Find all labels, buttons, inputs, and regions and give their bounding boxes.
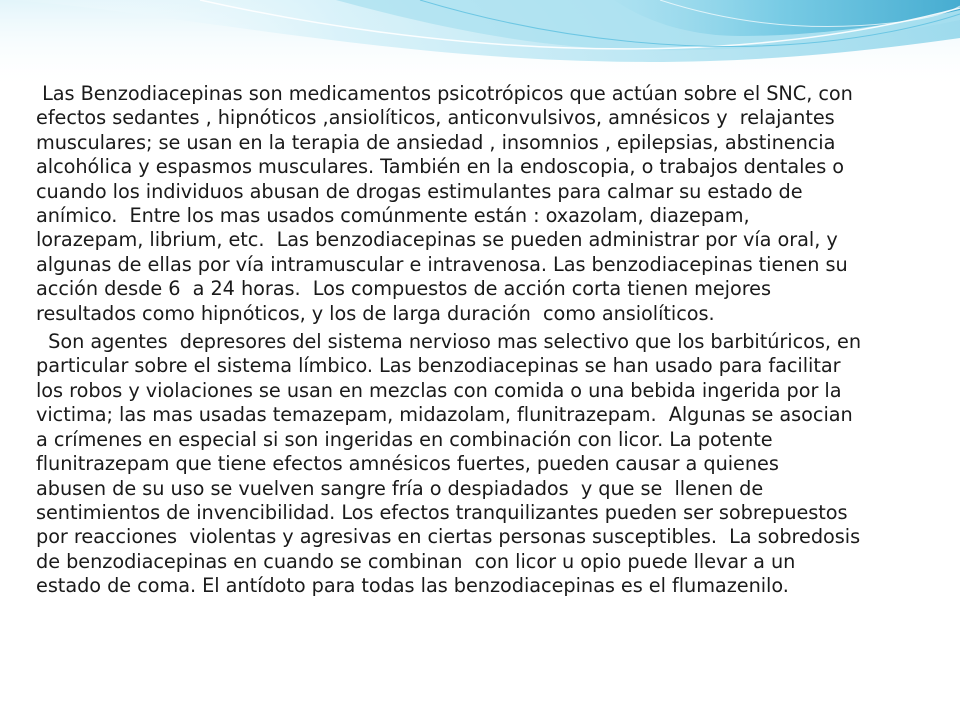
body-text <box>36 82 932 599</box>
text-line: por reacciones violentas y agresivas en ciertas personas susceptibles. La sobredosis <box>36 525 861 549</box>
text-line: musculares; se usan en la terapia de ansiedad , insomnios , epilepsias, abstinencia <box>36 130 836 154</box>
text-line: acción desde 6 a 24 horas. Los compuestos de acción corta tienen mejores <box>36 277 771 301</box>
paragraph-2 <box>36 330 932 598</box>
text-line: lorazepam, librium, etc. Las benzodiacepinas se pueden administrar por vía oral, y <box>36 228 838 252</box>
text-line: Las Benzodiacepinas son medicamentos psicotrópicos que actúan sobre el SNC, con <box>36 82 853 105</box>
text-line: abusen de su uso se vuelven sangre fría o despiadados y que se llenen de <box>36 476 764 500</box>
text-line: cuando los individuos abusan de drogas estimulantes para calmar su estado de <box>36 179 803 203</box>
text-line: algunas de ellas por vía intramuscular e intravenosa. Las benzodiacepinas tienen su <box>36 252 848 276</box>
text-line: de benzodiacepinas en cuando se combinan con licor u opio puede llevar a un <box>36 549 796 573</box>
text-line: efectos sedantes , hipnóticos ,ansiolíticos, anticonvulsivos, amnésicos y relajantes <box>36 106 835 130</box>
paragraph-1 <box>36 82 932 326</box>
text-line: anímico. Entre los mas usados comúnmente están : oxazolam, diazepam, <box>36 204 750 228</box>
text-line: alcohólica y espasmos musculares. También en la endoscopia, o trabajos dentales o <box>36 155 845 179</box>
text-line: Son agentes depresores del sistema nervioso mas selectivo que los barbitúricos, en <box>36 330 862 354</box>
text-line: a crímenes en especial si son ingeridas en combinación con licor. La potente <box>36 427 773 451</box>
text-line: estado de coma. El antídoto para todas las benzodiacepinas es el flumazenilo. <box>36 574 789 598</box>
text-line: sentimientos de invencibilidad. Los efectos tranquilizantes pueden ser sobrepuestos <box>36 500 848 524</box>
text-line: victima; las mas usadas temazepam, midazolam, flunitrazepam. Algunas se asocian <box>36 403 853 427</box>
text-line: los robos y violaciones se usan en mezclas con comida o una bebida ingerida por la <box>36 378 842 402</box>
text-line: particular sobre el sistema límbico. Las benzodiacepinas se han usado para facilitar <box>36 354 841 378</box>
text-line: resultados como hipnóticos, y los de larga duración como ansiolíticos. <box>36 301 715 325</box>
text-line: flunitrazepam que tiene efectos amnésicos fuertes, pueden causar a quienes <box>36 452 779 476</box>
